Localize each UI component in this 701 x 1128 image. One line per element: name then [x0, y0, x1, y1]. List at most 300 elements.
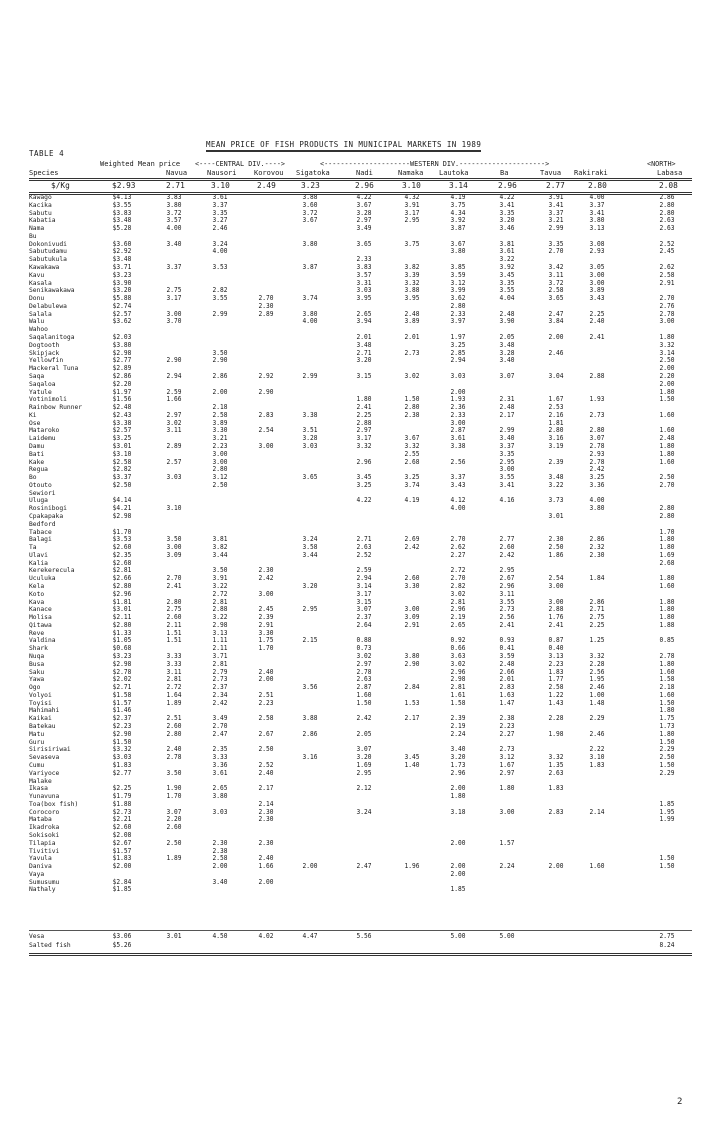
price-cell: 1.80 — [659, 543, 675, 552]
price-cell: 2.00 — [258, 675, 274, 684]
price-cell: 3.00 — [166, 543, 182, 552]
price-cell: 3.03 — [356, 286, 372, 295]
price-cell: 3.00 — [589, 278, 605, 288]
price-cell: 2.00 — [450, 839, 466, 848]
price-cell: 2.00 — [450, 784, 466, 793]
price-cell: $3.06 — [112, 932, 132, 941]
price-cell: 3.94 — [356, 317, 372, 327]
price-cell: 3.80 — [589, 504, 605, 513]
price-cell: 2.58 — [212, 854, 228, 863]
price-cell: 2.90 — [212, 356, 228, 365]
column-header-nausori: Nausori — [207, 169, 237, 177]
unit-value: 3.10 — [402, 181, 421, 190]
price-cell: $2.02 — [112, 675, 132, 684]
price-cell: 3.37 — [450, 473, 466, 482]
price-cell: 3.67 — [302, 216, 318, 225]
species-name: Vaya — [29, 870, 45, 878]
price-cell: 3.61 — [499, 247, 515, 256]
price-cell: 5.00 — [450, 932, 466, 941]
price-cell: 3.44 — [212, 551, 228, 560]
price-cell: 3.11 — [166, 426, 182, 435]
price-cell: 1.76 — [548, 613, 564, 622]
species-name: Corocoro — [29, 808, 60, 816]
price-cell: 1.80 — [659, 613, 675, 622]
price-cell: 3.00 — [589, 271, 605, 280]
species-name: Kawakawa — [29, 264, 60, 272]
species-name: Yatule — [29, 388, 52, 396]
price-cell: 2.73 — [499, 605, 515, 614]
species-name: Sumusumu — [29, 878, 60, 886]
price-cell: 3.20 — [499, 216, 515, 225]
price-cell: 2.90 — [166, 356, 182, 365]
price-cell: 3.30 — [258, 628, 274, 638]
price-cell: 2.17 — [499, 411, 515, 420]
price-cell: 1.69 — [659, 551, 675, 560]
column-header-labasa: Labasa — [657, 169, 683, 177]
price-cell: 2.00 — [659, 379, 675, 389]
price-cell: 4.47 — [302, 932, 318, 941]
price-cell: 2.48 — [404, 309, 420, 319]
price-cell: 3.20 — [302, 582, 318, 591]
price-cell: $3.48 — [112, 255, 132, 264]
price-cell: 3.20 — [450, 753, 466, 762]
price-cell: 1.43 — [548, 698, 564, 708]
price-cell: 2.01 — [356, 333, 372, 342]
price-cell: $3.03 — [112, 753, 132, 762]
price-cell: 2.50 — [659, 753, 675, 762]
price-cell: 3.02 — [404, 372, 420, 381]
price-cell: 2.47 — [212, 730, 228, 739]
price-cell: 3.00 — [212, 450, 228, 459]
price-cell: 2.75 — [659, 932, 675, 941]
price-cell: 1.50 — [659, 854, 675, 863]
price-cell: 3.19 — [548, 442, 564, 451]
price-cell: $2.20 — [112, 379, 132, 389]
price-cell: 1.50 — [659, 698, 675, 708]
unit-value: 2.77 — [546, 181, 565, 190]
price-cell: 3.12 — [499, 753, 515, 762]
price-cell: 3.50 — [212, 566, 228, 575]
price-cell: 2.94 — [450, 356, 466, 365]
price-cell: 2.72 — [450, 566, 466, 575]
species-name: Sevaseva — [29, 754, 60, 762]
species-name: Yellowfin — [29, 357, 64, 365]
price-cell: 3.00 — [258, 442, 274, 451]
price-cell: 2.27 — [499, 730, 515, 739]
species-name: Kavu — [29, 271, 45, 279]
price-cell: 2.97 — [499, 768, 515, 778]
price-cell: 2.56 — [589, 667, 605, 677]
price-cell: 2.86 — [589, 535, 605, 544]
species-name: Volyoi — [29, 691, 52, 699]
price-cell: $1.85 — [112, 885, 132, 894]
price-cell: 3.35 — [212, 208, 228, 218]
species-name: Mackeral Tuna — [29, 365, 79, 373]
price-cell: 3.10 — [166, 504, 182, 513]
price-cell: 3.40 — [166, 239, 182, 249]
price-cell: 1.58 — [659, 675, 675, 684]
species-name: Saqaloa — [29, 380, 56, 388]
price-cell: 2.87 — [356, 683, 372, 692]
price-cell: 1.63 — [499, 691, 515, 700]
species-name: Kalia — [29, 559, 48, 567]
price-cell: 3.84 — [548, 317, 564, 327]
species-name: Kacika — [29, 201, 52, 209]
price-cell: 2.98 — [212, 621, 228, 630]
price-cell: 3.48 — [356, 341, 372, 350]
price-cell: 2.97 — [166, 411, 182, 420]
price-cell: $2.71 — [112, 683, 132, 692]
price-cell: 3.07 — [499, 372, 515, 381]
species-name: Kerekerecula — [29, 567, 75, 575]
price-cell: $1.81 — [112, 597, 132, 607]
price-cell: 1.85 — [659, 800, 675, 809]
price-cell: $2.66 — [112, 574, 132, 583]
price-cell: 3.80 — [166, 201, 182, 210]
price-cell: 3.80 — [589, 216, 605, 225]
price-cell: 2.81 — [212, 660, 228, 669]
price-cell: 3.56 — [302, 683, 318, 692]
price-cell: $2.82 — [112, 465, 132, 474]
price-cell: 2.30 — [258, 815, 274, 824]
price-cell: 0.85 — [659, 636, 675, 645]
price-cell: $1.46 — [112, 706, 132, 716]
price-cell: 2.40 — [258, 854, 274, 863]
north-division-header: <NORTH> — [647, 160, 676, 168]
price-cell: 3.80 — [302, 309, 318, 319]
price-cell: 0.93 — [499, 636, 515, 645]
price-cell: 1.80 — [659, 660, 675, 669]
central-division-header: <----CENTRAL DIV.----> — [195, 160, 286, 168]
price-cell: 1.80 — [659, 730, 675, 739]
price-cell: 2.93 — [589, 450, 605, 459]
price-cell: 2.38 — [404, 411, 420, 420]
price-cell: 3.89 — [589, 286, 605, 295]
price-cell: 2.23 — [499, 722, 515, 731]
species-name: Toa(box fish) — [29, 800, 79, 808]
species-name: Senikawakawa — [29, 287, 75, 295]
price-cell: 2.96 — [356, 457, 372, 467]
price-cell: 3.32 — [404, 442, 420, 451]
price-cell: 1.64 — [166, 691, 182, 700]
species-name: Ulavi — [29, 551, 48, 559]
price-cell: 1.95 — [659, 807, 675, 817]
price-cell: 1.89 — [166, 854, 182, 863]
price-cell: 3.67 — [404, 434, 420, 443]
price-cell: 2.96 — [499, 582, 515, 591]
price-cell: 1.86 — [548, 551, 564, 560]
price-cell: 1.80 — [659, 450, 675, 459]
species-name: Ikadroka — [29, 824, 60, 832]
price-cell: 1.83 — [548, 667, 564, 677]
price-cell: 2.37 — [212, 683, 228, 692]
price-cell: 2.99 — [212, 309, 228, 319]
species-name: Reve — [29, 629, 45, 637]
price-cell: $1.83 — [112, 761, 132, 770]
price-cell: 2.89 — [166, 442, 182, 451]
price-cell: $3.01 — [112, 442, 132, 451]
price-cell: 2.70 — [450, 574, 466, 583]
price-cell: 2.00 — [548, 333, 564, 342]
price-cell: 3.21 — [212, 434, 228, 443]
price-cell: 2.70 — [258, 294, 274, 303]
price-cell: 1.80 — [659, 535, 675, 544]
price-cell: 4.22 — [499, 193, 515, 202]
price-cell: $3.62 — [112, 317, 132, 327]
price-cell: 2.28 — [589, 660, 605, 669]
price-cell: 2.69 — [404, 535, 420, 544]
price-cell: 3.14 — [356, 582, 372, 591]
price-cell: 3.41 — [499, 481, 515, 490]
price-cell: 2.72 — [212, 590, 228, 599]
price-cell: $2.57 — [112, 309, 132, 319]
price-cell: 2.73 — [589, 411, 605, 420]
price-cell: 3.20 — [356, 753, 372, 762]
unit-value: 3.10 — [211, 181, 230, 190]
price-cell: 2.23 — [548, 660, 564, 669]
price-cell: 2.60 — [404, 574, 420, 583]
price-cell: 4.00 — [212, 247, 228, 256]
price-cell: 1.60 — [659, 691, 675, 700]
price-cell: 3.25 — [589, 473, 605, 482]
unit-value: 3.14 — [449, 181, 468, 190]
price-cell: 2.97 — [356, 426, 372, 435]
species-name: Sabutukula — [29, 256, 67, 264]
unit-value: 2.80 — [588, 181, 607, 190]
price-cell: $2.80 — [112, 582, 132, 591]
price-cell: 2.84 — [404, 683, 420, 692]
price-cell: 2.86 — [302, 730, 318, 739]
price-cell: $2.98 — [112, 512, 132, 521]
price-cell: $1.97 — [112, 387, 132, 397]
price-cell: 3.32 — [659, 341, 675, 350]
price-cell: 1.80 — [659, 387, 675, 397]
price-cell: 2.81 — [450, 683, 466, 692]
price-cell: 8.24 — [659, 941, 675, 950]
price-cell: 2.00 — [548, 862, 564, 871]
price-cell: 3.03 — [450, 372, 466, 381]
price-cell: 3.12 — [450, 278, 466, 288]
species-name: Balagi — [29, 536, 52, 544]
price-cell: 2.71 — [356, 348, 372, 358]
price-cell: 2.97 — [356, 216, 372, 225]
price-cell: 2.60 — [499, 543, 515, 552]
species-name: Delabulewa — [29, 302, 67, 310]
price-cell: 3.00 — [212, 457, 228, 467]
price-cell: 2.50 — [166, 839, 182, 848]
price-cell: 4.04 — [499, 294, 515, 303]
column-header-tavua: Tavua — [540, 169, 562, 177]
price-cell: 2.39 — [548, 457, 564, 467]
price-cell: 1.96 — [404, 862, 420, 871]
price-cell: 3.82 — [212, 543, 228, 552]
price-cell: 1.25 — [589, 636, 605, 645]
price-cell: 1.80 — [659, 333, 675, 342]
price-cell: 2.32 — [589, 543, 605, 552]
price-cell: 2.18 — [659, 683, 675, 692]
price-cell: 2.73 — [404, 348, 420, 358]
price-cell: 2.00 — [212, 862, 228, 871]
price-cell: 2.81 — [166, 675, 182, 684]
price-cell: 2.63 — [356, 675, 372, 684]
species-name: Ogo — [29, 684, 41, 692]
price-cell: $1.79 — [112, 792, 132, 801]
price-cell: 1.93 — [450, 395, 466, 404]
price-cell: 2.05 — [499, 333, 515, 342]
species-name: Saqalanitoga — [29, 334, 75, 342]
price-cell: 0.73 — [356, 644, 372, 653]
price-cell: $3.71 — [112, 263, 132, 272]
price-cell: $2.77 — [112, 356, 132, 365]
species-name: Shark — [29, 645, 48, 653]
price-cell: $2.50 — [112, 481, 132, 490]
price-cell: 2.82 — [212, 286, 228, 295]
price-cell: 3.13 — [212, 628, 228, 638]
price-cell: 2.33 — [356, 255, 372, 264]
price-cell: 2.60 — [166, 613, 182, 622]
price-cell: 2.83 — [258, 411, 274, 420]
price-cell: 2.54 — [548, 574, 564, 583]
price-cell: 3.87 — [450, 224, 466, 233]
price-cell: 2.50 — [548, 543, 564, 552]
price-cell: 3.89 — [404, 317, 420, 327]
price-cell: 2.58 — [258, 714, 274, 723]
price-cell: 3.55 — [212, 294, 228, 303]
species-name: Sokisoki — [29, 831, 60, 839]
price-cell: 2.42 — [258, 574, 274, 583]
price-cell: 2.95 — [499, 457, 515, 467]
bottom-rule — [29, 930, 692, 931]
price-cell: 3.00 — [548, 597, 564, 607]
price-cell: 3.12 — [212, 473, 228, 482]
price-cell: 3.20 — [356, 356, 372, 365]
price-cell: 3.75 — [404, 239, 420, 249]
price-cell: $2.80 — [112, 621, 132, 630]
price-cell: 3.65 — [548, 294, 564, 303]
price-cell: 3.55 — [499, 286, 515, 295]
price-cell: 3.16 — [548, 434, 564, 443]
price-cell: 3.80 — [212, 792, 228, 801]
price-cell: 1.77 — [548, 675, 564, 684]
price-cell: 2.39 — [450, 714, 466, 723]
price-cell: $1.50 — [112, 737, 132, 747]
price-cell: 4.16 — [499, 496, 515, 505]
price-cell: 2.55 — [404, 450, 420, 459]
price-cell: $3.90 — [112, 278, 132, 288]
price-cell: 3.50 — [166, 768, 182, 778]
price-cell: 1.66 — [258, 862, 274, 871]
price-cell: 2.19 — [450, 613, 466, 622]
price-cell: 2.78 — [589, 457, 605, 467]
price-cell: $1.56 — [112, 395, 132, 404]
price-cell: $5.88 — [112, 294, 132, 303]
price-cell: 1.50 — [659, 862, 675, 871]
species-name: Malake — [29, 777, 52, 785]
price-cell: $2.73 — [112, 807, 132, 817]
price-cell: 2.78 — [356, 667, 372, 677]
price-cell: 3.02 — [450, 660, 466, 669]
price-cell: 3.53 — [212, 263, 228, 272]
price-cell: 3.82 — [404, 263, 420, 272]
price-cell: 3.13 — [589, 224, 605, 233]
species-name: Salted fish — [29, 942, 71, 949]
price-cell: 2.14 — [589, 807, 605, 817]
price-cell: 2.88 — [356, 418, 372, 428]
price-cell: 1.69 — [356, 761, 372, 770]
price-cell: 3.32 — [404, 278, 420, 288]
species-name: Tivitivi — [29, 847, 60, 855]
species-name: Valdina — [29, 637, 56, 645]
price-cell: 4.00 — [450, 504, 466, 513]
price-cell: 3.28 — [356, 208, 372, 218]
price-cell: 2.38 — [499, 714, 515, 723]
price-cell: $3.55 — [112, 201, 132, 210]
price-cell: 3.27 — [212, 216, 228, 225]
price-cell: 3.00 — [450, 418, 466, 428]
price-cell: 2.22 — [589, 745, 605, 754]
price-cell: 3.50 — [212, 348, 228, 358]
price-cell: 4.50 — [212, 932, 228, 941]
price-cell: 3.00 — [659, 317, 675, 327]
unit-value: 2.96 — [498, 181, 517, 190]
price-cell: 2.81 — [450, 597, 466, 607]
price-cell: $3.23 — [112, 652, 132, 661]
price-cell: 2.17 — [258, 784, 274, 793]
species-name: Ta — [29, 544, 37, 552]
price-cell: 2.27 — [450, 551, 466, 560]
price-cell: 2.24 — [450, 730, 466, 739]
price-cell: 2.78 — [659, 309, 675, 319]
price-cell: 1.53 — [404, 698, 420, 708]
price-cell: 2.83 — [548, 807, 564, 817]
price-cell: 1.50 — [356, 698, 372, 708]
table-row — [29, 886, 692, 894]
price-cell: 2.71 — [356, 535, 372, 544]
price-cell: $3.23 — [112, 271, 132, 280]
price-cell: 2.00 — [450, 870, 466, 879]
price-cell: 1.60 — [659, 426, 675, 435]
price-cell: 2.30 — [548, 535, 564, 544]
end-rule — [29, 953, 692, 956]
price-cell: $2.57 — [112, 426, 132, 435]
price-cell: 3.13 — [548, 652, 564, 661]
species-name: Nathaly — [29, 886, 56, 894]
price-cell: 3.97 — [450, 317, 466, 327]
price-cell: 1.11 — [212, 636, 228, 645]
price-cell: 2.05 — [356, 730, 372, 739]
price-cell: 2.93 — [589, 247, 605, 256]
price-cell: $3.60 — [112, 239, 132, 249]
price-cell: 1.60 — [659, 667, 675, 677]
species-name: Batekau — [29, 723, 56, 731]
species-name: Mahimahi — [29, 707, 60, 715]
price-cell: 3.92 — [450, 216, 466, 225]
species-name: Kela — [29, 583, 45, 590]
price-cell: 3.49 — [356, 224, 372, 233]
price-cell: 2.30 — [589, 551, 605, 560]
price-cell: 2.45 — [258, 605, 274, 614]
price-cell: 3.24 — [356, 807, 372, 817]
price-cell: 2.94 — [166, 372, 182, 381]
price-cell: 2.99 — [548, 224, 564, 233]
price-cell: 2.88 — [212, 605, 228, 614]
price-cell: 2.50 — [659, 356, 675, 365]
price-cell: $2.43 — [112, 411, 132, 420]
table-row — [29, 933, 692, 941]
price-cell: $2.77 — [112, 768, 132, 778]
price-cell: 2.80 — [404, 403, 420, 412]
price-cell: 2.48 — [499, 309, 515, 319]
